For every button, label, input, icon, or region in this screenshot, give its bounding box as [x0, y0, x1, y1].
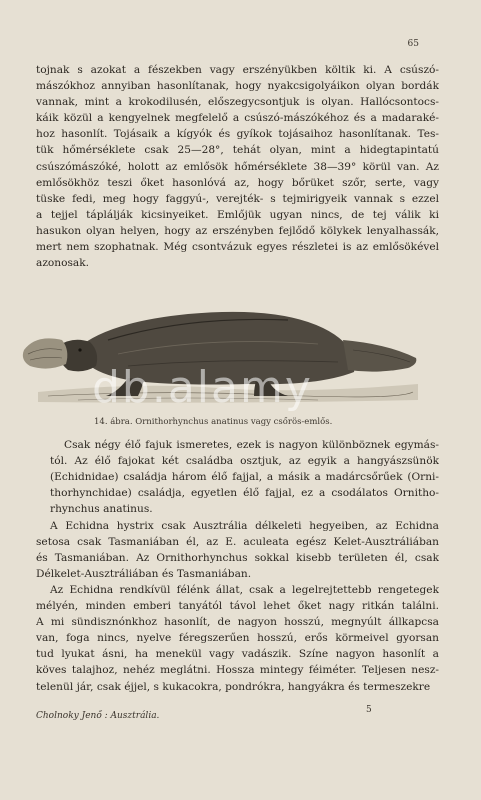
- signature-mark: 5: [366, 705, 372, 715]
- text-line: hasukon olyan helyen, hogy az erszényben fejlődő kölykek lenyalhassák,: [36, 224, 439, 237]
- text-line: tól. Az élő fajokat két családba osztjuk, az egyik a hangyászsünök: [50, 455, 439, 468]
- text-line: setosa csak Tasmaniában él, az E. aculeata egész Kelet-Ausztráliában: [36, 536, 439, 549]
- paragraph-echidna: [36, 582, 439, 695]
- text-line: a tejjel táplálják kicsinyeiket. Emlőjük ugyan nincs, de tej válik ki: [36, 208, 439, 221]
- text-line: tük hőmérséklete csak 25—28°, tehát olyan, mint a hidegtapintatú: [36, 144, 439, 157]
- figure-caption: 14. ábra. Ornithorhynchus anatinus vagy csőrös-emlős.: [94, 417, 333, 427]
- text-line: telenül jár, csak éjjel, s kukacokra, pondrókra, hangyákra és termeszekre: [36, 680, 431, 693]
- text-line: rhynchus anatinus.: [50, 503, 153, 516]
- text-line: Csak négy élő fajuk ismeretes, ezek is nagyon különböznek egymás-: [64, 439, 439, 451]
- paragraph-species: [36, 437, 439, 517]
- text-line: A mi sündisznónkhoz hasonlít, de nagyon hosszú, megnyúlt állkapcsa: [36, 616, 439, 629]
- text-line: csúszómászóké, holott az emlősök hőmérséklete 38—39° körül van. Az: [36, 160, 439, 173]
- text-line: thorhynchidae) családja, egyetlen élő fajjal, ez a csodálatos Ornitho-: [50, 487, 439, 500]
- text-line: Az Echidna rendkívül félénk állat, csak a legelrejtettebb rengetegek: [50, 584, 439, 596]
- paragraph-intro: [36, 62, 439, 271]
- text-line: tud lyukat ásni, ha menekül vagy vadászik. Színe nagyon hasonlít a: [36, 648, 439, 661]
- text-line: azonosak.: [36, 257, 90, 270]
- text-line: mászókhoz annyiban hasonlítanak, hogy nyakcsigolyáikon olyan bordák: [36, 80, 439, 93]
- text-line: van, foga nincs, nyelve féregszerűen hosszú, erős körmeivel gyorsan: [36, 632, 439, 645]
- text-line: mélyén, minden emberi tanyától távol lehet őket nagy ritkán találni.: [36, 600, 439, 613]
- text-line: hoz hasonlít. Tojásaik a kígyók és gyíkok tojásaihoz hasonlítanak. Tes-: [36, 128, 439, 141]
- text-line: Délkelet-Ausztráliában és Tasmaniában.: [36, 568, 252, 581]
- text-line: (Echidnidae) családja három élő fajjal, a másik a madárcsőrűek (Orni-: [50, 471, 439, 484]
- text-line: mert nem szophatnak. Még csontvázuk egyes részletei is az emlősökével: [36, 241, 439, 254]
- text-line: emlősökhöz teszi őket hasonlóvá az, hogy bőrüket szőr, serte, vagy: [36, 176, 439, 189]
- paragraph-range: [36, 518, 439, 582]
- text-line: A Echidna hystrix csak Ausztrália délkeleti hegyeiben, az Echidna: [50, 520, 439, 532]
- text-line: és Tasmaniában. Az Ornithorhynchus sokkal kisebb területen él, csak: [36, 552, 439, 565]
- page-number: 65: [407, 39, 419, 49]
- text-line: tojnak s azokat a fészekben vagy erszényükben költik ki. A csúszó-: [36, 64, 439, 76]
- platypus-illustration: [18, 300, 423, 412]
- text-line: káik közül a kengyelnek megfelelő a csúszó-mászókéhoz és a madaraké-: [36, 112, 439, 125]
- watermark: db.alamy: [92, 362, 313, 413]
- text-line: tüske fedi, meg hogy faggyú-, verejték- s tejmirigyeik vannak s ezzel: [36, 192, 439, 205]
- text-line: köves talajhoz, nehéz meglátni. Hossza mintegy féiméter. Teljesen nesz-: [36, 664, 439, 677]
- text-line: vannak, mint a krokodilusén, előszegycsontjuk is olyan. Hallócsontocs-: [36, 96, 439, 109]
- footer-source: Cholnoky Jenő : Ausztrália.: [36, 711, 160, 721]
